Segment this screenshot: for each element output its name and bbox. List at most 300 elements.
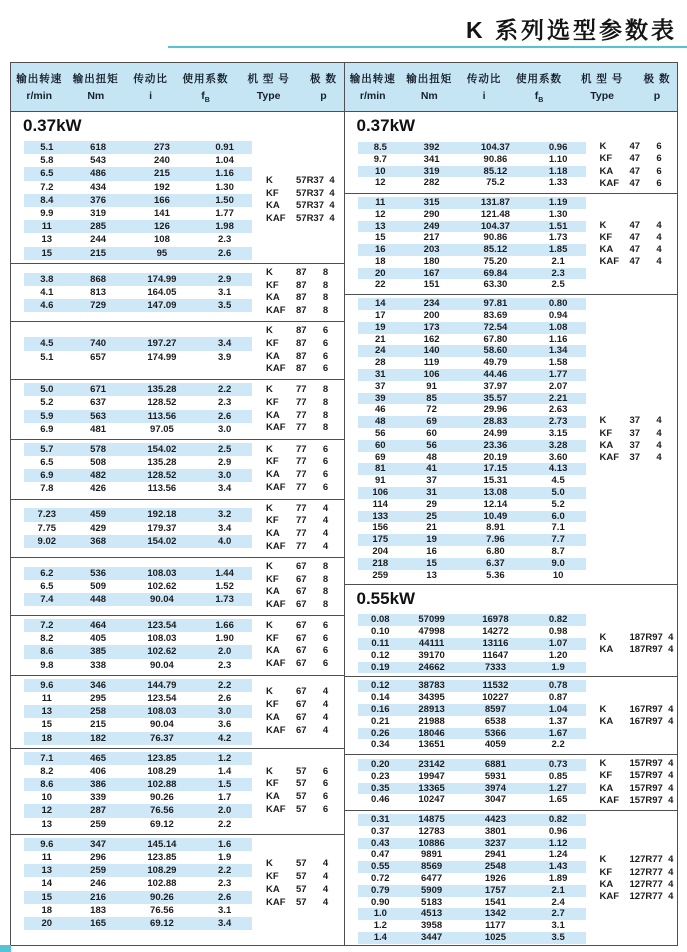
service-factor-cell: 0.91 bbox=[215, 142, 234, 154]
group-rows bbox=[24, 752, 252, 831]
type-prefix: KF bbox=[266, 279, 279, 291]
output-torque-cell: 509 bbox=[90, 580, 107, 592]
type-line bbox=[266, 305, 334, 318]
pole-count: 6 bbox=[322, 791, 329, 803]
output-torque-cell: 60 bbox=[426, 428, 437, 440]
ratio-cell: 113.56 bbox=[147, 410, 177, 422]
output-speed-cell: 6.2 bbox=[40, 567, 54, 579]
table-row bbox=[358, 197, 586, 209]
type-model: 57R37 bbox=[296, 174, 324, 186]
service-factor-cell: 2.6 bbox=[218, 692, 232, 704]
service-factor-cell: 1.90 bbox=[215, 633, 234, 645]
service-factor-cell: 3.6 bbox=[218, 719, 232, 731]
output-speed-cell: 13 bbox=[41, 706, 53, 718]
type-prefix: KF bbox=[266, 573, 279, 585]
type-line bbox=[266, 280, 334, 293]
type-line bbox=[266, 200, 340, 213]
header-label-zh: 传动比 bbox=[466, 73, 502, 85]
column-header-cell bbox=[11, 71, 68, 104]
service-factor-cell: 3.0 bbox=[218, 423, 232, 435]
service-factor-cell: 2.5 bbox=[551, 279, 565, 291]
output-speed-cell: 37 bbox=[375, 380, 386, 392]
output-torque-cell: 657 bbox=[90, 351, 107, 363]
service-factor-cell: 2.0 bbox=[218, 805, 232, 817]
output-speed-cell: 218 bbox=[372, 557, 389, 569]
type-line bbox=[266, 444, 334, 457]
ratio-cell: 11647 bbox=[482, 649, 509, 661]
output-torque-cell: 38783 bbox=[418, 680, 445, 692]
output-speed-cell: 48 bbox=[375, 416, 386, 428]
output-speed-cell: 7.4 bbox=[40, 594, 54, 606]
output-torque-cell: 151 bbox=[423, 279, 440, 291]
pole-count: 8 bbox=[322, 383, 329, 395]
pole-count: 4 bbox=[322, 686, 329, 698]
ratio-cell: 24.99 bbox=[483, 428, 508, 440]
output-speed-cell: 15 bbox=[375, 232, 386, 244]
service-factor-cell: 1.19 bbox=[548, 196, 568, 208]
ratio-cell: 85.12 bbox=[483, 244, 508, 256]
type-prefix: KF bbox=[599, 770, 613, 782]
service-factor-cell: 2.1 bbox=[551, 884, 565, 896]
type-line bbox=[600, 716, 678, 728]
ratio-cell: 147.09 bbox=[147, 299, 177, 311]
table-row bbox=[358, 428, 586, 440]
output-torque-cell: 405 bbox=[90, 633, 107, 645]
ratio-cell: 75.2 bbox=[486, 177, 505, 189]
type-line bbox=[266, 292, 334, 305]
service-factor-cell: 1.08 bbox=[548, 321, 568, 333]
table-row bbox=[24, 286, 252, 299]
group-rows bbox=[24, 508, 252, 548]
ratio-cell: 126 bbox=[154, 221, 170, 233]
pole-count: 6 bbox=[656, 141, 662, 153]
ratio-cell: 108 bbox=[154, 234, 170, 246]
type-line bbox=[600, 879, 678, 891]
service-factor-cell: 3.0 bbox=[218, 470, 232, 482]
ratio-cell: 90.26 bbox=[150, 792, 174, 804]
gear-group bbox=[345, 193, 678, 294]
pole-count: 4 bbox=[322, 541, 329, 553]
type-prefix: KA bbox=[266, 350, 280, 362]
table-row bbox=[358, 873, 586, 885]
header-label-en: $f_B$ bbox=[201, 90, 210, 105]
service-factor-cell: 1.50 bbox=[215, 194, 234, 206]
type-model: 47 bbox=[629, 256, 641, 268]
type-line bbox=[266, 645, 334, 658]
ratio-cell: 102.62 bbox=[147, 646, 177, 658]
output-torque-cell: 180 bbox=[423, 255, 440, 267]
output-speed-cell: 18 bbox=[41, 732, 53, 744]
pole-count: 4 bbox=[322, 724, 329, 736]
table-row bbox=[358, 499, 586, 511]
table-row bbox=[358, 322, 586, 334]
ratio-cell: 123.54 bbox=[147, 692, 177, 704]
service-factor-cell: 3.28 bbox=[548, 439, 568, 451]
type-line bbox=[266, 363, 334, 376]
header-label-en: Type bbox=[590, 90, 614, 102]
column-header-cell bbox=[124, 71, 177, 104]
output-torque-cell: 165 bbox=[90, 917, 107, 929]
service-factor-cell: 2.3 bbox=[218, 878, 232, 890]
group-rows bbox=[24, 567, 252, 607]
service-factor-cell: 1.85 bbox=[548, 244, 568, 256]
pole-count: 8 bbox=[322, 292, 329, 304]
gear-group bbox=[11, 557, 344, 615]
type-prefix: KA bbox=[599, 165, 614, 177]
table-row bbox=[358, 142, 586, 154]
type-prefix: KF bbox=[266, 778, 279, 790]
output-speed-cell: 0.08 bbox=[371, 614, 390, 626]
type-line bbox=[600, 795, 678, 807]
type-line bbox=[600, 758, 678, 770]
service-factor-cell: 1.33 bbox=[548, 177, 568, 189]
table-row bbox=[358, 558, 586, 570]
pole-count: 4 bbox=[329, 200, 335, 212]
type-prefix: KF bbox=[599, 231, 613, 243]
output-torque-cell: 21988 bbox=[418, 715, 445, 727]
gear-group bbox=[345, 676, 678, 754]
table-row bbox=[24, 396, 252, 409]
table-row bbox=[358, 739, 586, 751]
output-torque-cell: 290 bbox=[423, 208, 440, 220]
output-torque-cell: 319 bbox=[90, 208, 107, 220]
type-model: 47 bbox=[629, 153, 641, 165]
output-torque-cell: 392 bbox=[423, 141, 440, 153]
service-factor-cell: 10 bbox=[552, 569, 564, 581]
table-row bbox=[24, 851, 252, 864]
output-speed-cell: 0.19 bbox=[371, 661, 390, 673]
output-torque-cell: 258 bbox=[90, 706, 107, 718]
pole-count: 4 bbox=[322, 502, 329, 514]
pole-count: 4 bbox=[668, 758, 674, 770]
type-prefix: K bbox=[266, 383, 273, 395]
output-speed-cell: 133 bbox=[372, 510, 389, 522]
pole-count: 4 bbox=[329, 174, 335, 186]
ratio-cell: 8.91 bbox=[486, 522, 505, 534]
table-row bbox=[24, 154, 252, 167]
group-rows bbox=[24, 443, 252, 496]
output-torque-cell: 481 bbox=[90, 423, 107, 435]
pole-count: 6 bbox=[322, 619, 329, 631]
type-model: 87 bbox=[296, 266, 307, 278]
table-row bbox=[358, 154, 586, 166]
ratio-cell: 179.37 bbox=[147, 522, 177, 534]
pole-count: 4 bbox=[656, 256, 662, 268]
type-line bbox=[266, 778, 334, 791]
ratio-cell: 102.62 bbox=[147, 580, 177, 592]
service-factor-cell: 1.66 bbox=[215, 620, 234, 632]
pole-count: 4 bbox=[668, 782, 674, 794]
ratio-cell: 5931 bbox=[484, 770, 506, 782]
output-torque-cell: 29 bbox=[426, 498, 437, 510]
gear-group bbox=[11, 499, 344, 557]
output-torque-cell: 8569 bbox=[421, 861, 443, 873]
table-row bbox=[358, 463, 586, 475]
pole-count: 4 bbox=[322, 871, 329, 883]
ratio-cell: 108.29 bbox=[147, 865, 177, 877]
service-factor-cell: 3.1 bbox=[218, 286, 232, 298]
type-prefix: KF bbox=[266, 632, 279, 644]
type-model: 87 bbox=[296, 337, 307, 349]
output-speed-cell: 6.5 bbox=[40, 580, 54, 592]
pole-count: 4 bbox=[668, 643, 674, 655]
output-speed-cell: 20 bbox=[375, 267, 386, 279]
type-model: 57R37 bbox=[296, 213, 324, 225]
ratio-cell: 104.37 bbox=[480, 141, 510, 153]
type-line bbox=[266, 599, 334, 612]
type-prefix: KAF bbox=[599, 256, 620, 268]
output-torque-cell: 429 bbox=[90, 522, 107, 534]
type-model: 77 bbox=[296, 515, 307, 527]
output-torque-cell: 28913 bbox=[418, 703, 445, 715]
type-line bbox=[600, 704, 678, 716]
type-line bbox=[266, 791, 334, 804]
type-block bbox=[586, 632, 678, 656]
table-row bbox=[358, 209, 586, 221]
ratio-cell: 113.56 bbox=[147, 483, 177, 495]
table-row bbox=[358, 522, 586, 534]
header-label-zh: 机 型 号 bbox=[580, 73, 624, 85]
table-row bbox=[24, 508, 252, 521]
type-prefix: K bbox=[266, 266, 273, 278]
service-factor-cell: 1.6 bbox=[218, 838, 232, 850]
header-label-en: i bbox=[482, 90, 486, 102]
output-speed-cell: 56 bbox=[375, 428, 386, 440]
pole-count: 6 bbox=[322, 482, 329, 494]
type-prefix: KAF bbox=[266, 896, 286, 908]
table-row bbox=[358, 728, 586, 740]
table-row bbox=[358, 166, 586, 178]
type-line bbox=[266, 766, 334, 779]
service-factor-cell: 1.30 bbox=[548, 208, 568, 220]
pole-count: 4 bbox=[668, 794, 674, 806]
type-prefix: KA bbox=[599, 643, 614, 655]
output-torque-cell: 14875 bbox=[418, 813, 445, 825]
table-row bbox=[358, 232, 586, 244]
type-model: 127R77 bbox=[629, 854, 663, 866]
group-rows bbox=[358, 298, 586, 581]
type-block bbox=[586, 220, 678, 269]
type-line bbox=[266, 469, 334, 482]
service-factor-cell: 2.7 bbox=[551, 908, 565, 920]
output-speed-cell: 17 bbox=[375, 310, 386, 322]
group-rows bbox=[24, 141, 252, 260]
output-speed-cell: 6.9 bbox=[40, 470, 54, 482]
service-factor-cell: 3.5 bbox=[218, 299, 232, 311]
column-header-cell bbox=[304, 71, 344, 104]
type-line bbox=[266, 528, 334, 541]
pole-count: 4 bbox=[668, 854, 674, 866]
output-speed-cell: 175 bbox=[372, 534, 389, 546]
type-line bbox=[266, 858, 334, 871]
type-model: 67 bbox=[296, 698, 307, 710]
service-factor-cell: 2.6 bbox=[218, 410, 232, 422]
type-model: 157R97 bbox=[629, 770, 663, 782]
type-prefix: KA bbox=[266, 200, 280, 212]
type-model: 67 bbox=[296, 711, 307, 723]
ratio-cell: 108.03 bbox=[147, 567, 177, 579]
page-corner-mark bbox=[0, 945, 11, 952]
pole-count: 4 bbox=[668, 866, 674, 878]
type-line bbox=[600, 783, 678, 795]
type-model: 47 bbox=[629, 165, 641, 177]
type-block bbox=[586, 758, 678, 807]
ratio-cell: 75.20 bbox=[483, 255, 508, 267]
service-factor-cell: 1.16 bbox=[215, 168, 234, 180]
output-torque-cell: 234 bbox=[423, 298, 440, 310]
service-factor-cell: 1.89 bbox=[548, 872, 568, 884]
output-torque-cell: 10247 bbox=[418, 794, 445, 806]
service-factor-cell: 2.3 bbox=[218, 234, 232, 246]
output-speed-cell: 0.55 bbox=[371, 861, 390, 873]
type-line bbox=[600, 244, 668, 256]
power-heading: 0.37kW bbox=[356, 116, 416, 136]
type-prefix: KF bbox=[266, 187, 279, 199]
output-speed-cell: 8.6 bbox=[40, 779, 54, 791]
type-model: 77 bbox=[296, 422, 307, 434]
column-header-cell bbox=[234, 71, 304, 104]
type-block bbox=[252, 766, 344, 817]
type-line bbox=[266, 633, 334, 646]
service-factor-cell: 0.94 bbox=[548, 310, 568, 322]
table-row bbox=[24, 337, 252, 350]
service-factor-cell: 3.1 bbox=[218, 904, 232, 916]
type-prefix: KF bbox=[266, 698, 279, 710]
type-line bbox=[266, 699, 334, 712]
group-rows bbox=[358, 680, 586, 751]
pole-count: 6 bbox=[322, 456, 329, 468]
output-speed-cell: 1.2 bbox=[373, 920, 387, 932]
power-section bbox=[345, 584, 678, 945]
table-row bbox=[24, 632, 252, 645]
output-speed-cell: 9.8 bbox=[40, 659, 54, 671]
type-block bbox=[252, 620, 344, 671]
pole-count: 4 bbox=[656, 219, 662, 231]
service-factor-cell: 1.65 bbox=[548, 794, 568, 806]
output-speed-cell: 9.7 bbox=[373, 153, 387, 165]
type-prefix: KA bbox=[599, 715, 614, 727]
output-torque-cell: 19947 bbox=[418, 770, 445, 782]
type-line bbox=[266, 561, 334, 574]
service-factor-cell: 1.37 bbox=[548, 715, 568, 727]
type-model: 157R97 bbox=[629, 782, 663, 794]
output-torque-cell: 282 bbox=[423, 177, 440, 189]
output-speed-cell: 9.6 bbox=[40, 838, 54, 850]
table-row bbox=[24, 469, 252, 482]
table-row bbox=[358, 771, 586, 783]
gear-group bbox=[345, 294, 678, 584]
output-torque-cell: 13365 bbox=[418, 782, 445, 794]
header-label-zh: 机 型 号 bbox=[247, 73, 290, 85]
output-torque-cell: 285 bbox=[90, 221, 107, 233]
header-label-en: p bbox=[320, 90, 327, 102]
output-torque-cell: 200 bbox=[423, 310, 440, 322]
type-line bbox=[266, 456, 334, 469]
gear-group bbox=[345, 754, 678, 810]
type-prefix: KA bbox=[599, 878, 614, 890]
table-row bbox=[358, 279, 586, 291]
type-prefix: KAF bbox=[599, 794, 620, 806]
service-factor-cell: 2.2 bbox=[551, 739, 565, 751]
table-row bbox=[24, 838, 252, 851]
gear-group bbox=[11, 138, 344, 263]
output-torque-cell: 5909 bbox=[421, 884, 443, 896]
output-torque-cell: 618 bbox=[90, 142, 107, 154]
service-factor-cell: 0.98 bbox=[548, 626, 568, 638]
gear-group bbox=[345, 611, 678, 676]
output-torque-cell: 671 bbox=[90, 384, 107, 396]
header-label-zh: 输出扭矩 bbox=[72, 73, 119, 85]
type-line bbox=[266, 267, 334, 280]
output-torque-cell: 215 bbox=[90, 247, 107, 259]
output-speed-cell: 11 bbox=[41, 692, 52, 704]
header-label-zh: 使用系数 bbox=[182, 73, 229, 85]
output-speed-cell: 20 bbox=[41, 917, 53, 929]
header-label-en: i bbox=[149, 90, 153, 102]
ratio-cell: 6.80 bbox=[486, 546, 505, 558]
type-block bbox=[252, 384, 344, 435]
output-speed-cell: 8.2 bbox=[40, 633, 54, 645]
service-factor-cell: 1.10 bbox=[548, 153, 568, 165]
type-prefix: K bbox=[599, 854, 607, 866]
group-rows bbox=[358, 614, 586, 673]
type-line bbox=[600, 891, 678, 903]
type-prefix: K bbox=[266, 858, 273, 870]
output-speed-cell: 5.2 bbox=[40, 397, 54, 409]
output-torque-cell: 12783 bbox=[418, 825, 445, 837]
type-model: 87 bbox=[296, 279, 307, 291]
column-header bbox=[11, 63, 344, 112]
column-header-cell bbox=[637, 71, 677, 104]
pole-count: 4 bbox=[656, 415, 662, 427]
output-speed-cell: 0.43 bbox=[371, 837, 390, 849]
output-torque-cell: 5183 bbox=[421, 896, 443, 908]
ratio-cell: 135.28 bbox=[147, 384, 177, 396]
ratio-cell: 67.80 bbox=[483, 333, 508, 345]
ratio-cell: 164.05 bbox=[147, 286, 177, 298]
type-prefix: KA bbox=[266, 586, 280, 598]
service-factor-cell: 1.77 bbox=[548, 369, 568, 381]
type-prefix: KF bbox=[599, 427, 613, 439]
type-model: 37 bbox=[629, 415, 641, 427]
output-speed-cell: 8.4 bbox=[40, 194, 54, 206]
pole-count: 4 bbox=[668, 715, 674, 727]
output-torque-cell: 140 bbox=[423, 345, 440, 357]
type-prefix: KAF bbox=[266, 213, 286, 225]
service-factor-cell: 0.82 bbox=[548, 614, 568, 626]
table-row bbox=[24, 207, 252, 220]
output-speed-cell: 81 bbox=[375, 463, 386, 475]
type-line bbox=[600, 452, 668, 464]
type-line bbox=[266, 503, 334, 516]
type-model: 157R97 bbox=[629, 794, 663, 806]
service-factor-cell: 4.5 bbox=[551, 475, 565, 487]
service-factor-cell: 4.2 bbox=[218, 732, 232, 744]
service-factor-cell: 1.18 bbox=[548, 165, 568, 177]
table-row bbox=[24, 535, 252, 548]
output-torque-cell: 182 bbox=[90, 732, 107, 744]
service-factor-cell: 1.5 bbox=[218, 779, 232, 791]
output-speed-cell: 0.47 bbox=[371, 849, 390, 861]
output-speed-cell: 46 bbox=[375, 404, 386, 416]
group-rows bbox=[358, 197, 586, 291]
service-factor-cell: 0.73 bbox=[548, 758, 568, 770]
type-block bbox=[252, 503, 344, 554]
output-speed-cell: 0.10 bbox=[371, 626, 390, 638]
pole-count: 8 bbox=[322, 396, 329, 408]
header-label-zh: 使用系数 bbox=[515, 73, 562, 85]
output-torque-cell: 315 bbox=[423, 196, 440, 208]
